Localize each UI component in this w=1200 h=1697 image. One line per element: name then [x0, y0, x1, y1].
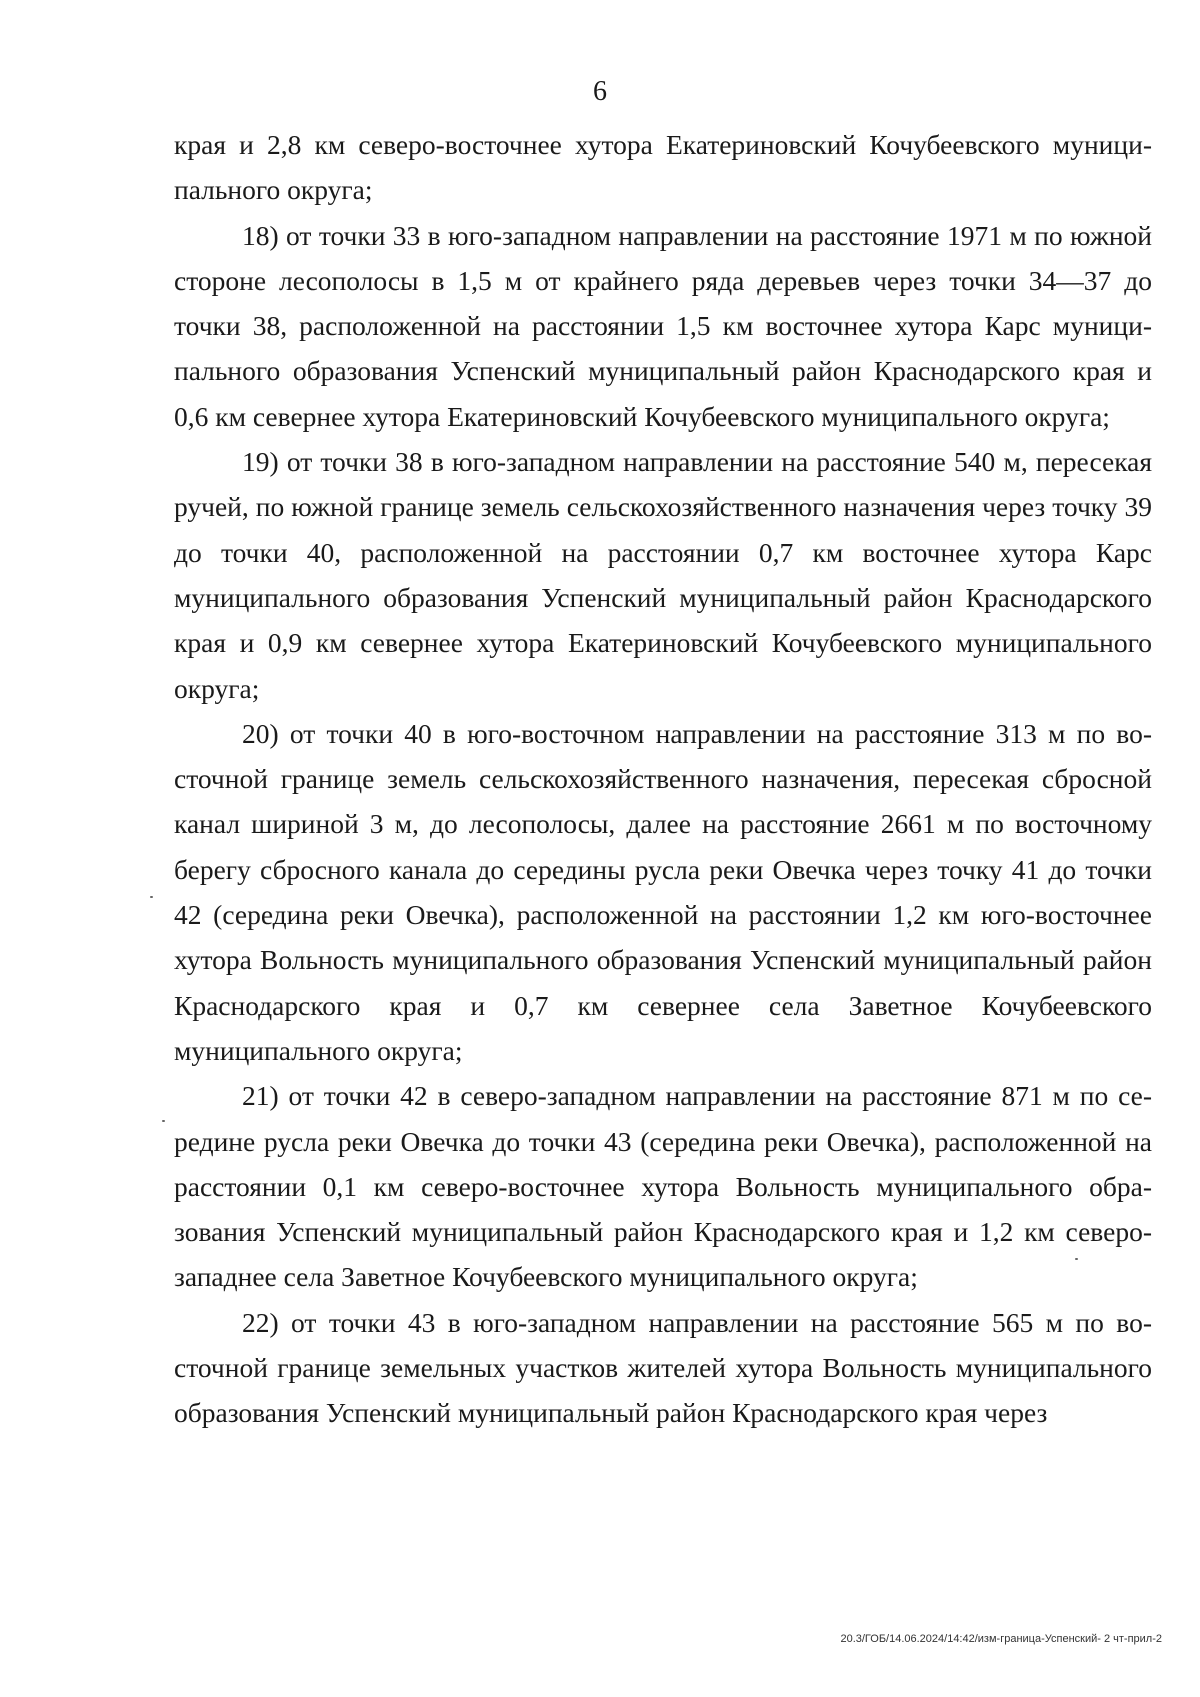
paragraph-item-18: 18) от точки 33 в юго-западном направлении на расстояние 1971 м по южной стороне лесополосы в 1,5 м от крайнего ряда деревьев через точки 34—37 до точки 38, расположенной на расстоянии 1,5 км восточнее хутора Карс муниципального образования Успенский муниципальный район Краснодарского края и 0,6 км севернее хутора Екатериновский Кочубеевского муниципального округа; — [174, 219, 1152, 432]
scan-speck — [1075, 1258, 1078, 1260]
paragraph-item-21: 21) от точки 42 в северо-западном направлении на расстояние 871 м по середине русла реки Овечка до точки 43 (середина реки Овечка), расположенной на расстоянии 0,1 км северо-восточнее хутора Вольность муниципального образования Успенский муниципальный район Краснодарского края и 1,2 км северо-западнее села Заветное Кочубеевского муниципального округа; — [174, 1080, 1152, 1293]
document-body — [174, 122, 1152, 1436]
paragraph-item-22: 22) от точки 43 в юго-западном направлении на расстояние 565 м по восточной границе земельных участков жителей хутора Вольность муниципального образования Успенский муниципальный район Краснодарского края через — [174, 1306, 1152, 1429]
scan-speck — [150, 896, 153, 898]
page-number: 6 — [593, 76, 607, 107]
paragraph-continuation: края и 2,8 км северо-восточнее хутора Екатериновский Кочубеевского муниципального округа; — [174, 129, 1152, 206]
paragraph-item-19: 19) от точки 38 в юго-западном направлении на расстояние 540 м, пересекая ручей, по южной границе земель сельскохозяйственного назначения через точку 39 до точки 40, расположенной на расстоянии 0,7 км восточнее хутора Карс муниципального образования Успенский муниципальный район Краснодарского края и 0,9 км севернее хутора Екатериновский Кочубеевского муниципального округа; — [174, 446, 1152, 704]
footer-document-code: 20.3/ГОБ/14.06.2024/14:42/изм-граница-Успенский- 2 чт-прил-2 — [840, 1633, 1162, 1645]
scan-speck — [162, 1120, 165, 1122]
paragraph-item-20: 20) от точки 40 в юго-восточном направлении на расстояние 313 м по восточной границе земель сельскохозяйственного назначения, пересекая сбросной канал шириной 3 м, до лесополосы, далее на расстояние 2661 м по восточному берегу сбросного канала до середины русла реки Овечка через точку 41 до точки 42 (середина реки Овечка), расположенной на расстоянии 1,2 км юго-восточнее хутора Вольность муниципального образования Успенский муниципальный район Краснодарского края и 0,7 км севернее села Заветное Кочубеевского муниципального округа; — [174, 717, 1152, 1066]
